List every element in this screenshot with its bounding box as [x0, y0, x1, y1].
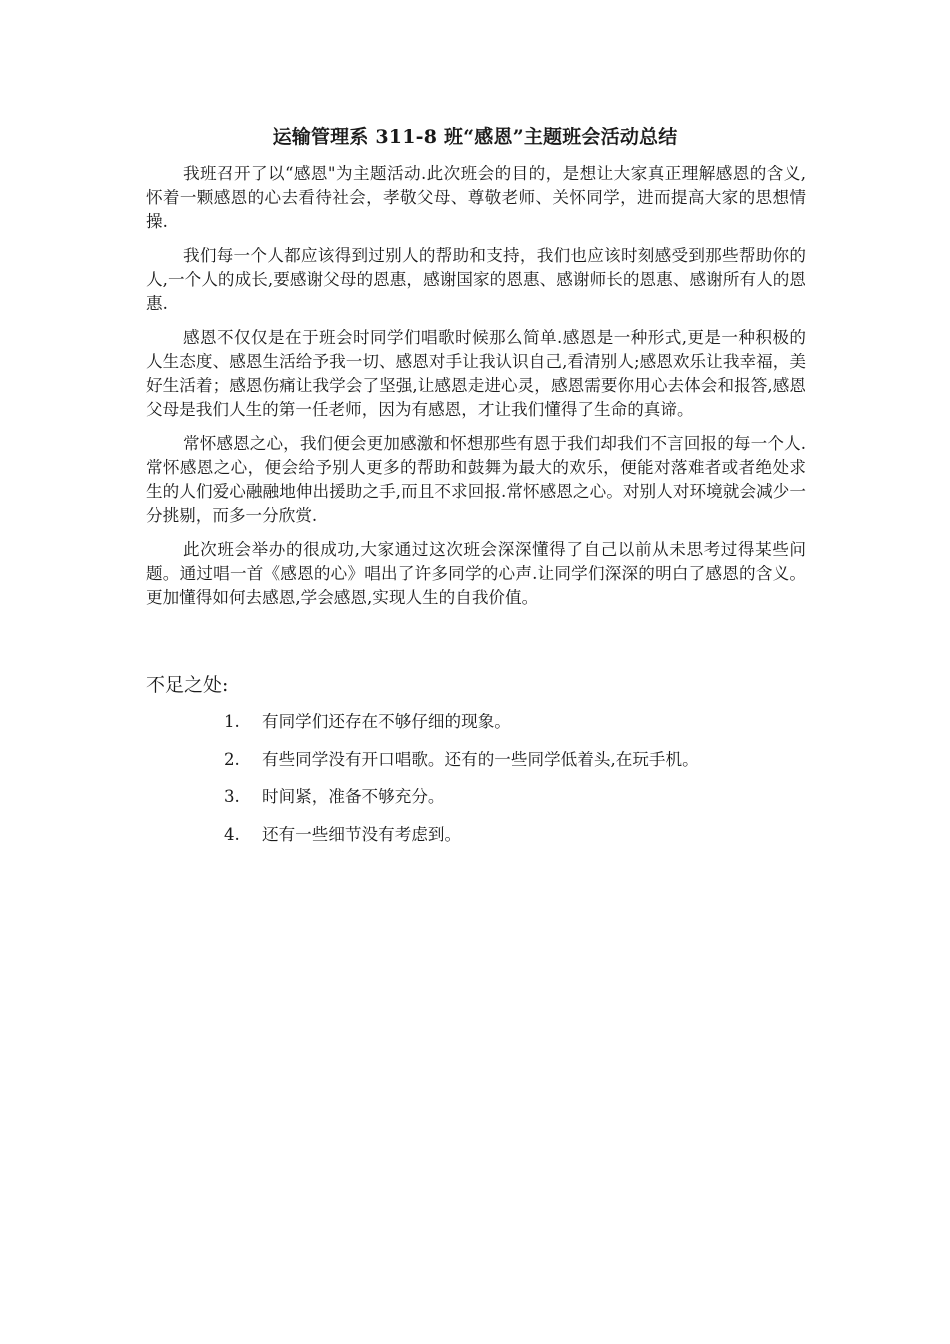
- document-title: 运输管理系 311-8 班“感恩”主题班会活动总结: [272, 126, 678, 148]
- paragraph: 此次班会举办的很成功,大家通过这次班会深深懂得了自己以前从未思考过得某些问题。通过唱一首《感恩的心》唱出了许多同学的心声.让同学们深深的明白了感恩的含义。更加懂得如何去感恩,学会感恩,实现人生的自我价值。: [146, 540, 806, 607]
- paragraph: 感恩不仅仅是在于班会时同学们唱歌时候那么简单.感恩是一种形式,更是一种积极的人生态度、感恩生活给予我一切、感恩对手让我认识自己,看清别人;感恩欢乐让我幸福，美好生活着；感恩伤痛让我学会了坚强,让感恩走进心灵，感恩需要你用心去体会和报答,感恩父母是我们人生的第一任老师，因为有感恩，才让我们懂得了生命的真谛。: [146, 328, 806, 419]
- shortcomings-heading: 不足之处:: [146, 674, 229, 696]
- list-item-number: 4.: [224, 824, 240, 844]
- paragraph: 我们每一个人都应该得到过别人的帮助和支持，我们也应该时刻感受到那些帮助你的人,一个人的成长,要感谢父母的恩惠，感谢国家的恩惠、感谢师长的恩惠、感谢所有人的恩惠.: [146, 246, 806, 313]
- list-item-text: 还有一些细节没有考虑到。: [262, 824, 462, 844]
- list-item-text: 有些同学没有开口唱歌。还有的一些同学低着头,在玩手机。: [262, 749, 699, 769]
- list-item-number: 3.: [224, 787, 240, 806]
- list-item: [224, 823, 804, 847]
- document-body: [146, 162, 806, 620]
- list-item-text: 时间紧，准备不够充分。: [262, 787, 445, 806]
- paragraph: 常怀感恩之心，我们便会更加感激和怀想那些有恩于我们却我们不言回报的每一个人.常怀感恩之心，便会给予别人更多的帮助和鼓舞为最大的欢乐，便能对落难者或者绝处求生的人们爱心融融地伸出援助之手,而且不求回报.常怀感恩之心。对别人对环境就会减少一分挑剔，而多一分欣赏.: [146, 434, 806, 525]
- list-item-number: 1.: [224, 712, 240, 731]
- list-item: [224, 748, 804, 772]
- list-item: [224, 785, 804, 809]
- paragraph: 我班召开了以“感恩"为主题活动.此次班会的目的，是想让大家真正理解感恩的含义,怀着一颗感恩的心去看待社会，孝敬父母、尊敬老师、关怀同学，进而提高大家的思想情操.: [146, 164, 806, 231]
- shortcomings-list: [224, 710, 804, 860]
- list-item-text: 有同学们还存在不够仔细的现象。: [262, 712, 511, 731]
- list-item: [224, 710, 804, 734]
- list-item-number: 2.: [224, 749, 240, 769]
